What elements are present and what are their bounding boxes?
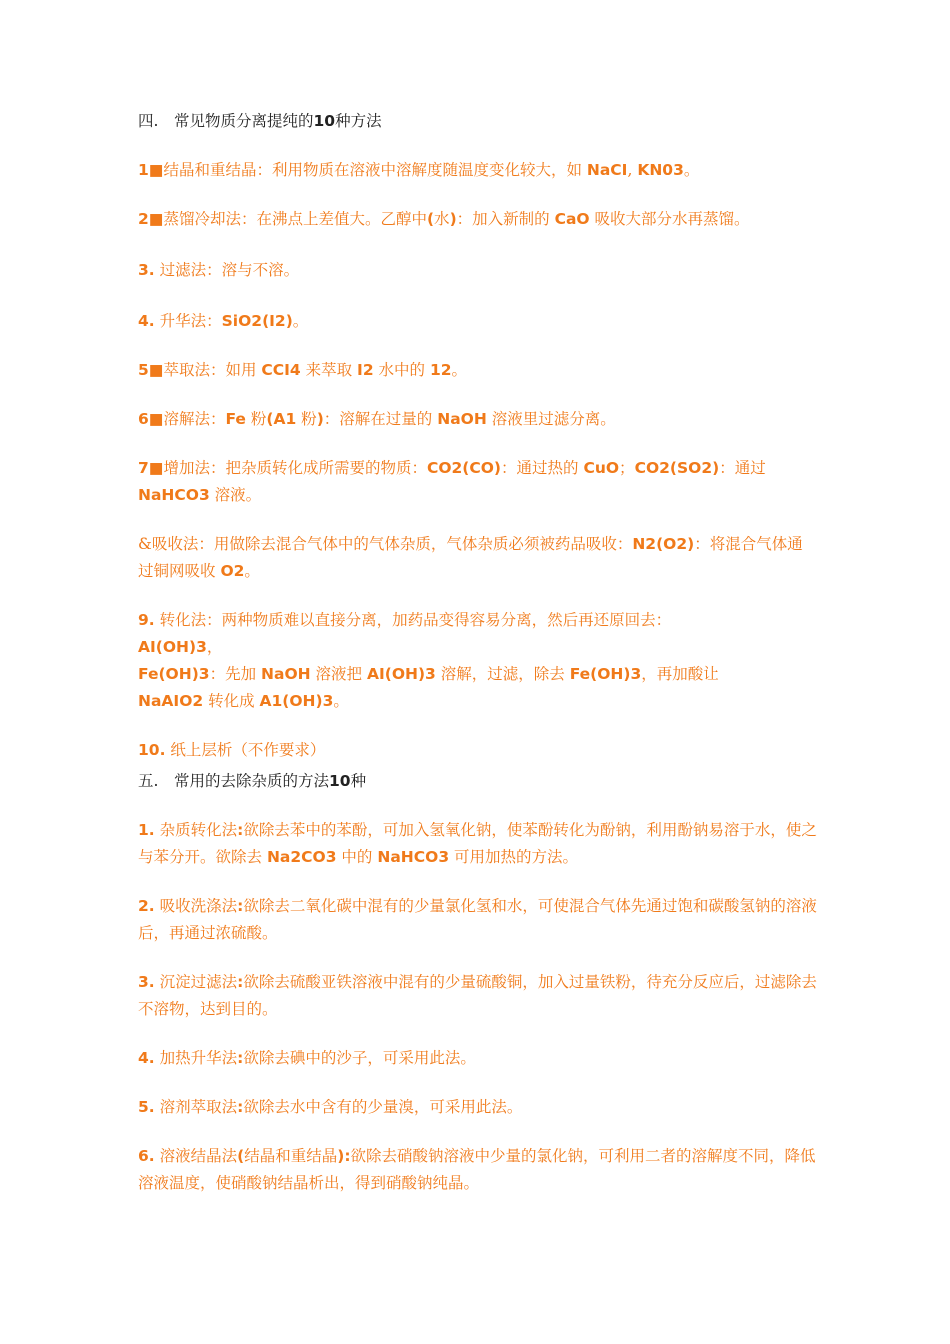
list-item: 3. 过滤法：溶与不溶。 xyxy=(138,261,300,279)
list-item: 1. 杂质转化法:欲除去苯中的苯酚，可加入氢氧化钠，使苯酚转化为酚钠，利用酚钠易溶于水，使之与苯分开。欲除去 Na2CO3 中的 NaHCO3 可用加热的方法。 xyxy=(138,821,817,866)
list-item: 2. 吸收洗涤法:欲除去二氧化碳中混有的少量氯化氢和水，可使混合气体先通过饱和碳酸氢钠的溶液后，再通过浓硫酸。 xyxy=(138,897,817,942)
list-item: 6. 溶液结晶法(结晶和重结晶):欲除去硝酸钠溶液中少量的氯化钠，可利用二者的溶解度不同，降低溶液温度，使硝酸钠结晶析出，得到硝酸钠纯晶。 xyxy=(138,1147,816,1192)
list-item: 10. 纸上层析（不作要求） xyxy=(138,741,326,759)
list-item: 3. 沉淀过滤法:欲除去硫酸亚铁溶液中混有的少量硫酸铜，加入过量铁粉，待充分反应后，过滤除去不溶物，达到目的。 xyxy=(138,973,817,1018)
list-item: 5■萃取法：如用 CCI4 来萃取 I2 水中的 12。 xyxy=(138,361,468,379)
list-item: &吸收法：用做除去混合气体中的气体杂质，气体杂质必须被药品吸收：N2(O2)：将混合气体通过铜网吸收 O2。 xyxy=(138,535,803,580)
list-item: 7■增加法：把杂质转化成所需要的物质：CO2(CO)：通过热的 CuO；CO2(SO2)：通过 NaHCO3 溶液。 xyxy=(138,459,766,504)
list-item: 1■结晶和重结晶：利用物质在溶液中溶解度随温度变化较大，如 NaCI, KN03。 xyxy=(138,161,700,179)
list-item: 2■蒸馏冷却法：在沸点上差值大。乙醇中(水)：加入新制的 CaO 吸收大部分水再蒸馏。 xyxy=(138,210,750,228)
section-heading: 五. 常用的去除杂质的方法10种 xyxy=(138,772,367,790)
list-item: 9. 转化法：两种物质难以直接分离，加药品变得容易分离，然后再还原回去： AI(OH)3， Fe(OH)3：先加 NaOH 溶液把 AI(OH)3 溶解，过滤，除去 Fe(OH)3，再加酸让 NaAIO2 转化成 A1(OH)3。 xyxy=(138,611,719,710)
list-item: 5. 溶剂萃取法:欲除去水中含有的少量溴，可采用此法。 xyxy=(138,1098,523,1116)
list-item: 4. 加热升华法:欲除去碘中的沙子，可采用此法。 xyxy=(138,1049,476,1067)
list-item: 6■溶解法：Fe 粉(A1 粉)：溶解在过量的 NaOH 溶液里过滤分离。 xyxy=(138,410,616,428)
section-heading: 四. 常见物质分离提纯的10种方法 xyxy=(138,112,382,130)
list-item: 4. 升华法：SiO2(I2)。 xyxy=(138,312,309,330)
document-page xyxy=(138,108,818,1197)
